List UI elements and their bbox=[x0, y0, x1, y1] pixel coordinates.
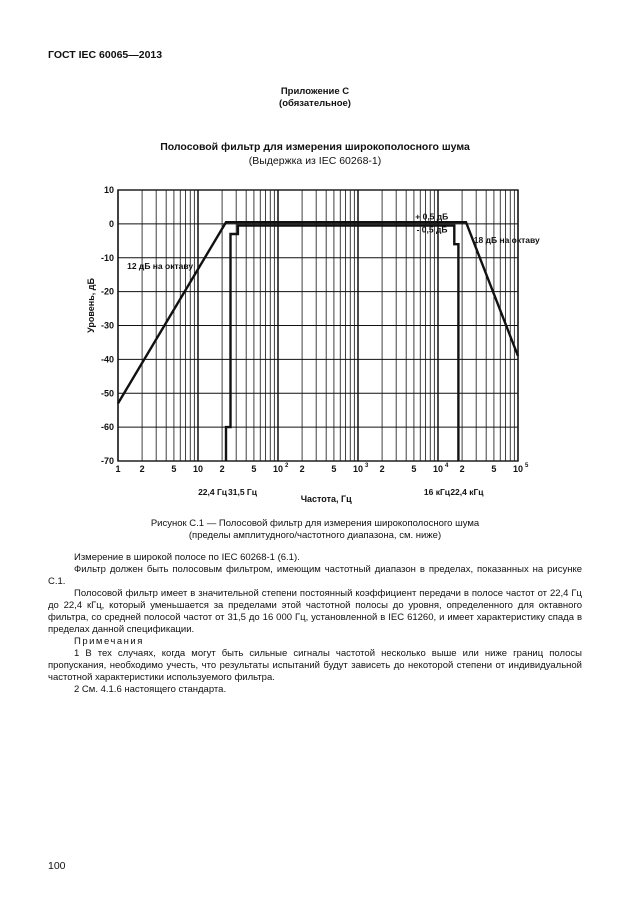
x-tick-label: 5 bbox=[491, 464, 497, 474]
x-tick-label: 5 bbox=[251, 464, 257, 474]
y-tick-label: -20 bbox=[100, 286, 114, 297]
y-tick-label: -50 bbox=[100, 388, 114, 399]
appendix-title: Приложение С bbox=[280, 86, 350, 97]
figure-caption bbox=[0, 518, 630, 542]
x-tick-label: 2 bbox=[139, 464, 145, 474]
x-tick-label: 10 bbox=[272, 464, 284, 474]
x-tick-exponent: 2 bbox=[285, 463, 289, 469]
figure-subtitle: (Выдержка из IEC 60268-1) bbox=[248, 155, 382, 167]
x-tick-label: 5 bbox=[331, 464, 337, 474]
paragraph-1: Измерение в широкой полосе по IEC 60268-1 (6.1). bbox=[74, 552, 300, 563]
y-tick-label: -10 bbox=[100, 252, 114, 263]
x-tick-label: 2 bbox=[379, 464, 385, 474]
y-tick-label: -40 bbox=[100, 354, 114, 365]
body-text bbox=[48, 552, 582, 696]
series-line-2 bbox=[226, 226, 458, 461]
frequency-label: 22,4 Гц bbox=[198, 487, 228, 497]
y-tick-label: 0 bbox=[108, 218, 114, 229]
standard-header: ГОСТ IEC 60065—2013 bbox=[48, 49, 163, 61]
x-tick-label: 10 bbox=[352, 464, 364, 474]
frequency-label: 16 кГц bbox=[423, 487, 451, 497]
chart-annotation: - 0,5 дБ bbox=[416, 224, 448, 235]
notes-title: Примечания bbox=[74, 636, 144, 647]
y-tick-label: 10 bbox=[103, 185, 114, 195]
x-tick-label: 10 bbox=[432, 464, 444, 474]
caption-line-2: (пределы амплитудного/частотного диапазона, см. ниже) bbox=[188, 530, 442, 541]
chart-annotation: + 0,5 дБ bbox=[415, 211, 449, 222]
x-tick-label: 5 bbox=[411, 464, 417, 474]
frequency-label: 31,5 Гц bbox=[228, 487, 257, 497]
page-number: 100 bbox=[48, 860, 66, 872]
note-2: 2 См. 4.1.6 настоящего стандарта. bbox=[74, 684, 227, 695]
x-tick-label: 10 bbox=[512, 464, 524, 474]
figure-title: Полосовой фильтр для измерения широкополосного шума bbox=[160, 141, 470, 153]
x-tick-exponent: 4 bbox=[445, 463, 449, 469]
x-tick-label: 1 bbox=[115, 464, 121, 474]
y-tick-label: -70 bbox=[100, 456, 114, 466]
y-tick-label: -60 bbox=[100, 422, 114, 433]
y-axis-title: Уровень, дБ bbox=[86, 278, 96, 333]
x-tick-label: 2 bbox=[299, 464, 305, 474]
x-tick-label: 10 bbox=[192, 464, 204, 474]
paragraph-2: Фильтр должен быть полосовым фильтром, имеющим частотный диапазон в пределах, показанных на рисунке С.1. bbox=[48, 564, 582, 587]
chart-annotation: 12 дБ на октаву bbox=[127, 260, 194, 271]
x-tick-exponent: 3 bbox=[365, 463, 369, 469]
x-tick-label: 2 bbox=[459, 464, 465, 474]
x-tick-label: 5 bbox=[171, 464, 177, 474]
caption-line-1: Рисунок С.1 — Полосовой фильтр для измерения широкополосного шума bbox=[150, 518, 480, 529]
x-tick-exponent: 5 bbox=[525, 463, 529, 469]
x-axis-title: Частота, Гц bbox=[300, 494, 352, 504]
x-tick-label: 2 bbox=[219, 464, 225, 474]
y-tick-label: -30 bbox=[100, 320, 114, 331]
paragraph-3: Полосовой фильтр имеет в значительной степени постоянный коэффициент передачи в полосе частот от 22,4 Гц до 22,4 кГц, который уменьшается за пределами этой частотной полосы до уровня, определенного для октавного фильтра, со средней полосой частот от 31,5 до 16 000 Гц, установленной в IEC 61260, и имеет характеристику спада в пределах данной спецификации. bbox=[48, 588, 582, 635]
chart-annotation: 18 дБ на октаву bbox=[473, 234, 540, 245]
frequency-label: 22,4 кГц bbox=[450, 487, 484, 497]
appendix-subtitle: (обязательное) bbox=[279, 98, 351, 109]
note-1: 1 В тех случаях, когда могут быть сильные сигналы частотой несколько выше или ниже границ полосы пропускания, необходимо учесть, что результаты испытаний будут зависеть до некоторой степени от индивидуальной частотной характеристики используемого фильтра. bbox=[48, 648, 582, 683]
